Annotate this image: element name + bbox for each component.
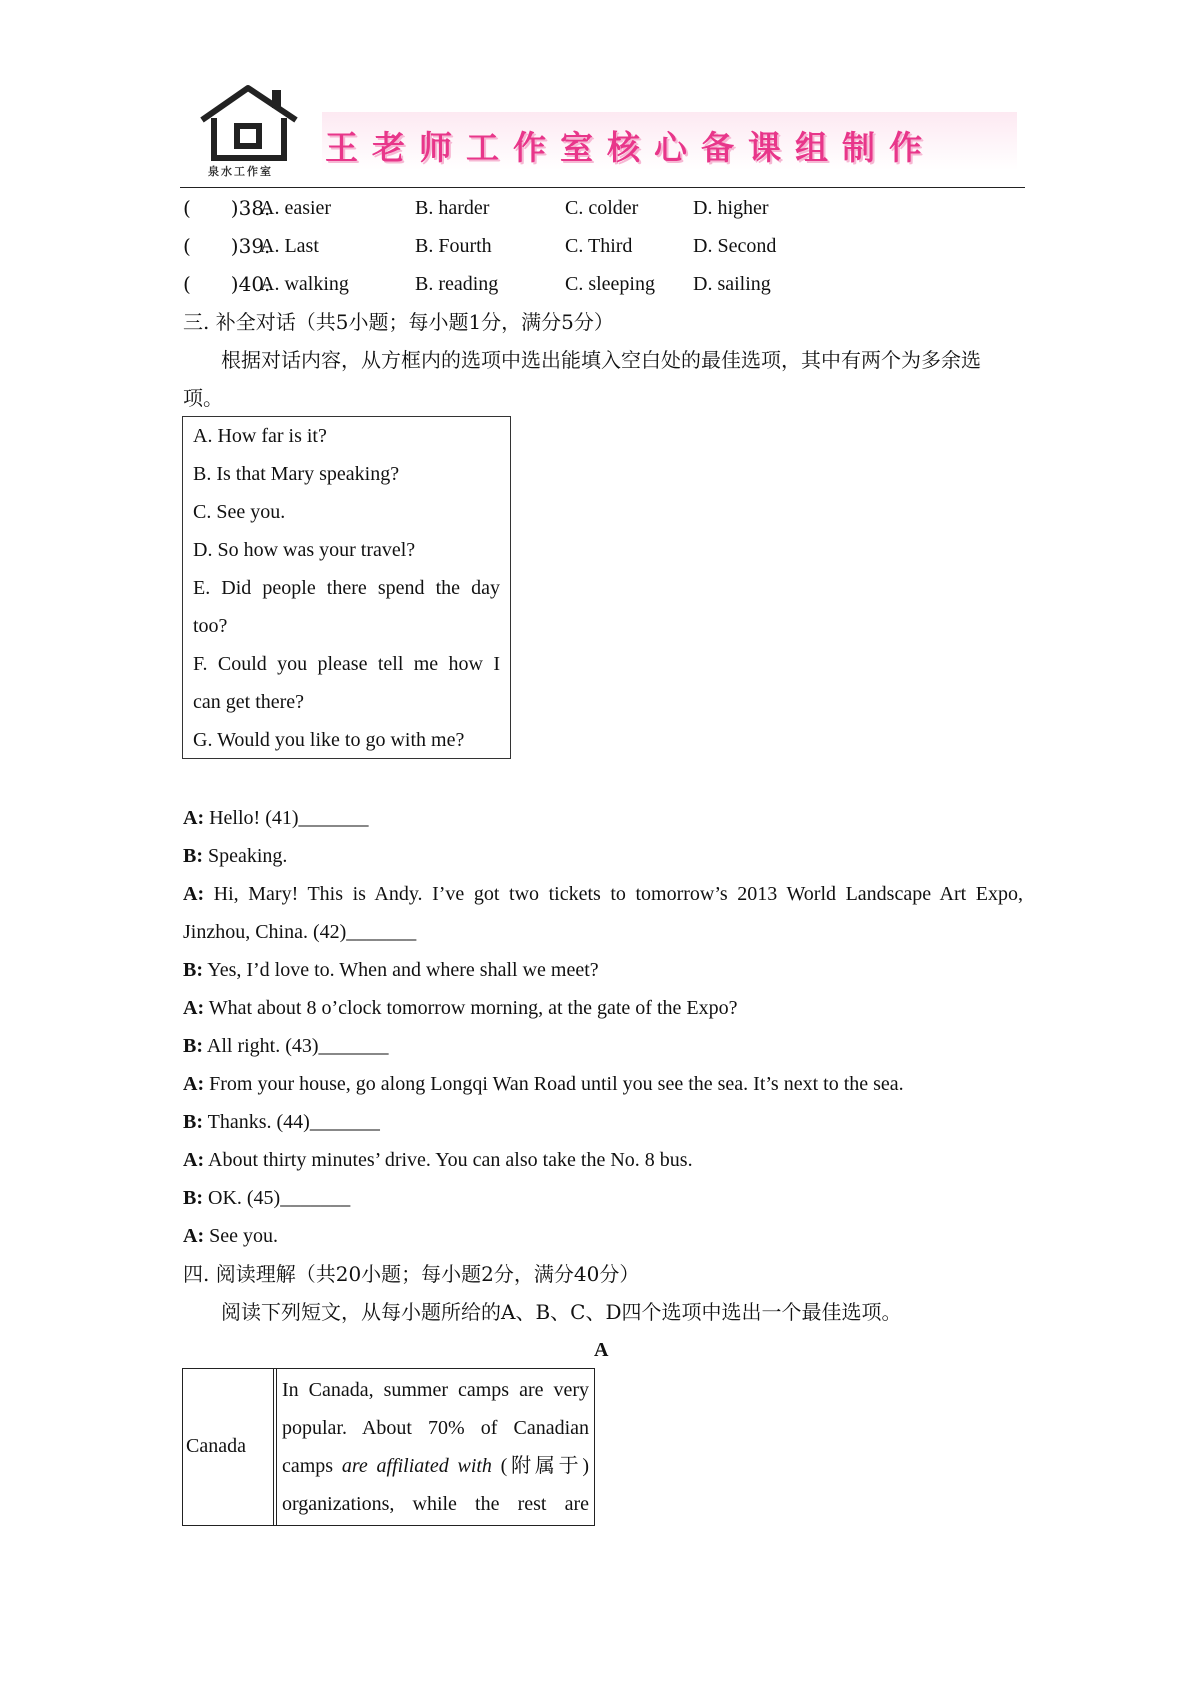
options-box [182, 416, 511, 759]
option-item: B. Is that Mary speaking? [193, 463, 400, 485]
dialogue-line [183, 875, 1023, 913]
dialogue-line [183, 1027, 389, 1065]
option-item: F. Could you please tell me how I [193, 653, 500, 675]
header [0, 0, 1200, 190]
section3-title: 三. 补全对话（共5小题；每小题1分，满分5分） [183, 310, 614, 334]
passage-label: A [594, 1339, 609, 1361]
option-c: C. colder [565, 197, 639, 219]
passage-table [182, 1368, 595, 1526]
table-text-line: popular. About 70% of Canadian [282, 1417, 589, 1439]
table-text-line: organizations, while the rest are [282, 1493, 589, 1515]
speaker: B: [183, 959, 203, 981]
option-item: D. So how was your travel? [193, 539, 416, 561]
question-number: ( )38. [183, 196, 271, 220]
speaker: A: [183, 1073, 205, 1095]
option-item: A. How far is it? [193, 425, 327, 447]
option-d: D. sailing [693, 273, 771, 295]
utterance: OK. (45)_______ [203, 1187, 351, 1209]
speaker: A: [183, 1149, 205, 1171]
header-banner: 王老师工作室核心备课组制作 [325, 128, 936, 167]
dialogue-line [183, 1103, 380, 1141]
utterance: Thanks. (44)_______ [203, 1111, 380, 1133]
utterance: From your house, go along Longqi Wan Road until you see the sea. It’s next to the sea. [204, 1073, 904, 1095]
section3-instruction: 根据对话内容，从方框内的选项中选出能填入空白处的最佳选项，其中有两个为多余选 [221, 348, 981, 372]
option-item-cont: can get there? [193, 691, 305, 713]
speaker: A: [183, 883, 205, 905]
option-a: A. Last [260, 235, 319, 257]
table-divider [273, 1369, 274, 1525]
option-a: A. walking [260, 273, 349, 295]
dialogue-line [183, 951, 599, 989]
utterance: Hi, Mary! This is Andy. I’ve got two tickets to tomorrow’s 2013 World Landscape Art Expo, [204, 883, 1023, 905]
table-text-line: In Canada, summer camps are very [282, 1379, 589, 1401]
speaker: B: [183, 845, 203, 867]
speaker: A: [183, 1225, 205, 1247]
question-number: ( )39. [183, 234, 271, 258]
dialogue-line-cont [183, 913, 416, 951]
logo-caption: 泉水工作室 [208, 165, 273, 178]
utterance: Hello! (41)_______ [204, 807, 369, 829]
dialogue-line [183, 1217, 278, 1255]
option-item: G. Would you like to go with me? [193, 729, 465, 751]
house-logo-icon [198, 84, 306, 166]
option-d: D. Second [693, 235, 777, 257]
utterance: Jinzhou, China. (42)_______ [183, 921, 417, 943]
option-a: A. easier [260, 197, 332, 219]
table-divider [276, 1369, 277, 1525]
utterance: Yes, I’d love to. When and where shall we meet? [203, 959, 599, 981]
dialogue-line [183, 1065, 904, 1103]
option-item: C. See you. [193, 501, 286, 523]
option-b: B. harder [415, 197, 490, 219]
option-b: B. Fourth [415, 235, 492, 257]
utterance: See you. [204, 1225, 278, 1247]
option-item: E. Did people there spend the day [193, 577, 500, 599]
table-country-cell: Canada [186, 1435, 246, 1457]
section4-title: 四. 阅读理解（共20小题；每小题2分，满分40分） [183, 1262, 640, 1286]
speaker: A: [183, 997, 205, 1019]
speaker: B: [183, 1111, 203, 1133]
dialogue-line [183, 989, 737, 1027]
speaker: B: [183, 1035, 203, 1057]
section3-instruction-cont: 项。 [183, 386, 223, 410]
speaker: B: [183, 1187, 203, 1209]
speaker: A: [183, 807, 205, 829]
header-divider [180, 187, 1025, 188]
utterance: All right. (43)_______ [203, 1035, 389, 1057]
table-text-cell [282, 1371, 589, 1523]
section4-instruction: 阅读下列短文，从每小题所给的A、B、C、D四个选项中选出一个最佳选项。 [221, 1300, 902, 1324]
dialogue-line [183, 837, 287, 875]
table-text-line: camps are affiliated with (附属于) [282, 1455, 589, 1477]
utterance: What about 8 o’clock tomorrow morning, at the gate of the Expo? [204, 997, 738, 1019]
option-item-cont: too? [193, 615, 228, 637]
utterance: Speaking. [203, 845, 288, 867]
option-c: C. Third [565, 235, 633, 257]
dialogue-line [183, 799, 369, 837]
dialogue-line [183, 1141, 693, 1179]
dialogue-line [183, 1179, 350, 1217]
option-b: B. reading [415, 273, 499, 295]
option-d: D. higher [693, 197, 769, 219]
question-number: ( )40. [183, 272, 271, 296]
option-c: C. sleeping [565, 273, 655, 295]
utterance: About thirty minutes’ drive. You can also take the No. 8 bus. [204, 1149, 693, 1171]
